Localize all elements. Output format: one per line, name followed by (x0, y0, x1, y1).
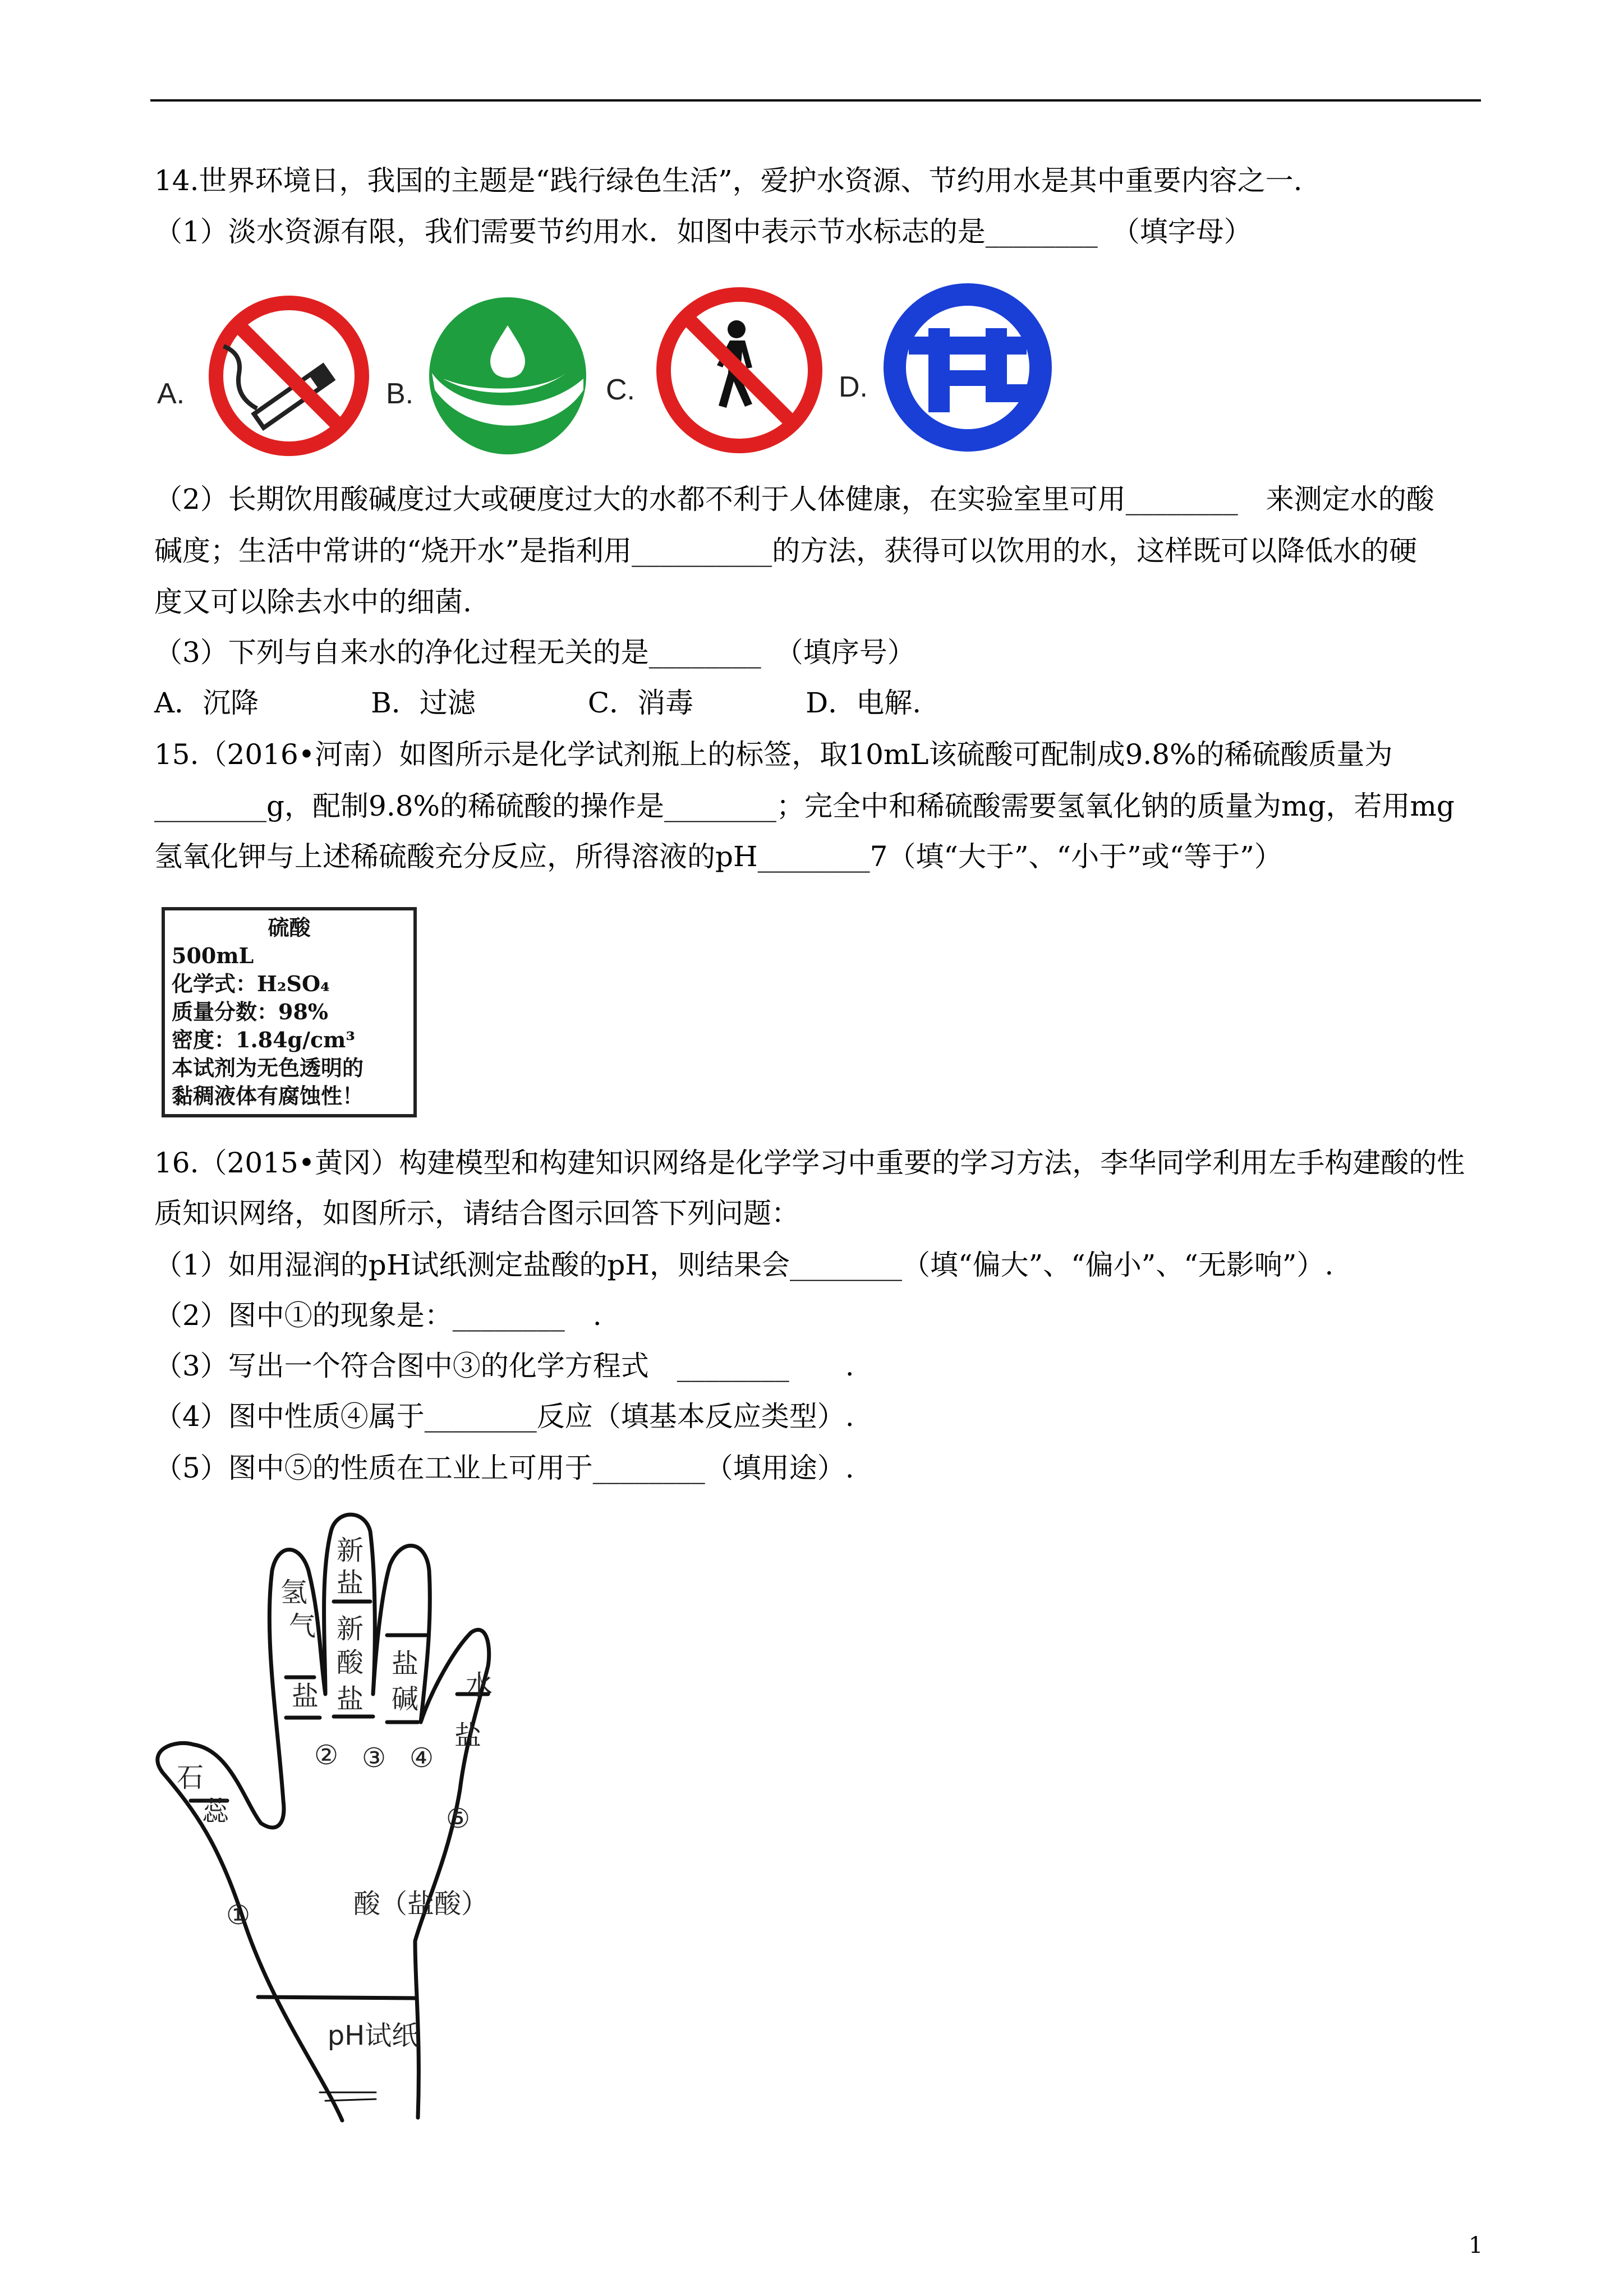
hand-ring-2: 碱 (392, 1683, 419, 1715)
q16-part3: （3）写出一个符合图中③的化学方程式 ________ . (154, 1350, 854, 1382)
hand-num-4: ④ (410, 1742, 434, 1774)
q16-part4: （4）图中性质④属于________反应（填基本反应类型）. (154, 1400, 854, 1433)
hand-little-2: 盐 (454, 1720, 482, 1751)
q14-part1: （1）淡水资源有限，我们需要节约用水．如图中表示节水标志的是________ （填字母） (154, 215, 1252, 248)
label-title: 硫酸 (268, 915, 311, 940)
hand-num-5: ⑤ (446, 1803, 471, 1834)
q14-part2-line2: 碱度；生活中常讲的“烧开水”是指利用__________的方法，获得可以饮用的水，这样既可以降低水的硬 (154, 535, 1418, 567)
hand-num-3: ③ (362, 1742, 387, 1774)
hand-thumb-2: 蕊 (202, 1796, 229, 1827)
label-note-1: 本试剂为无色透明的 (172, 1055, 364, 1080)
hand-num-1: ① (226, 1899, 251, 1931)
sulfuric-acid-label (162, 907, 417, 1117)
hand-middle-4: 酸 (337, 1647, 364, 1678)
label-formula: 化学式：H₂SO₄ (172, 971, 330, 996)
sign-label-c: C. (606, 374, 635, 406)
hand-index-bottom: 盐 (292, 1681, 319, 1712)
q16-part5: （5）图中⑤的性质在工业上可用于________（填用途）. (154, 1452, 854, 1484)
hand-num-2: ② (314, 1740, 339, 1771)
q16-line2: 质知识网络，如图所示，请结合图示回答下列问题： (154, 1197, 799, 1230)
sign-label-d: D. (839, 371, 868, 403)
hand-middle-bottom: 盐 (337, 1683, 364, 1715)
hand-middle-2: 盐 (337, 1567, 364, 1599)
q14-part2-line1: （2）长期饮用酸碱度过大或硬度过大的水都不利于人体健康，在实验室里可用________ 来测定水的酸 (154, 483, 1434, 516)
page-number: 1 (1469, 2233, 1483, 2258)
hand-little-1: 水 (466, 1669, 493, 1701)
label-volume: 500mL (172, 943, 254, 968)
header-rule (150, 99, 1481, 102)
hand-thumb-1: 石 (177, 1762, 204, 1793)
label-mass-fraction: 质量分数：98% (172, 999, 328, 1024)
hand-diagram (151, 1509, 634, 2143)
hand-middle-3: 新 (337, 1613, 364, 1645)
national-standard-icon (878, 278, 1057, 457)
q15-line1: 15.（2016•河南）如图所示是化学试剂瓶上的标签，取10mL该硫酸可配制成9.8%的稀硫酸质量为 (154, 738, 1393, 771)
label-note-2: 黏稠液体有腐蚀性！ (172, 1083, 364, 1108)
water-saving-icon (426, 295, 589, 457)
q16-part2: （2）图中①的现象是：________ . (154, 1299, 602, 1332)
hand-wrist-label: pH试纸 (327, 2020, 419, 2051)
q15-line3: 氢氧化钾与上述稀硫酸充分反应，所得溶液的pH________7（填“大于”、“小于”或“等于”） (154, 840, 1282, 873)
q16-line1: 16.（2015•黄冈）构建模型和构建知识网络是化学学习中重要的学习方法，李华同学利用左手构建酸的性 (154, 1147, 1465, 1179)
q14-stem: 14.世界环境日，我国的主题是“践行绿色生活”，爱护水资源、节约用水是其中重要内容之一. (154, 164, 1303, 197)
sign-label-b: B. (386, 378, 414, 410)
q14-part3: （3）下列与自来水的净化过程无关的是________ （填序号） (154, 636, 915, 669)
hand-index-1: 氢 (280, 1577, 308, 1608)
label-density: 密度：1.84g/cm³ (172, 1027, 355, 1052)
hand-index-2: 气 (289, 1611, 316, 1642)
no-pedestrian-icon (652, 283, 826, 457)
hand-middle-1: 新 (337, 1535, 364, 1566)
hand-palm-label: 酸（盐酸） (353, 1888, 489, 1920)
hand-ring-1: 盐 (392, 1648, 419, 1680)
q16-part1: （1）如用湿润的pH试纸测定盐酸的pH，则结果会________（填“偏大”、“偏小”、“无影响”）. (154, 1249, 1334, 1281)
q15-line2: ________g，配制9.8%的稀硫酸的操作是________；完全中和稀硫酸需要氢氧化钠的质量为mg，若用mg (154, 790, 1455, 822)
sign-label-a: A. (157, 378, 185, 410)
q14-part2-line3: 度又可以除去水中的细菌. (154, 586, 472, 618)
q14-options: A．沉降 B．过滤 C．消毒 D．电解. (154, 687, 922, 719)
no-smoking-icon (205, 292, 373, 460)
